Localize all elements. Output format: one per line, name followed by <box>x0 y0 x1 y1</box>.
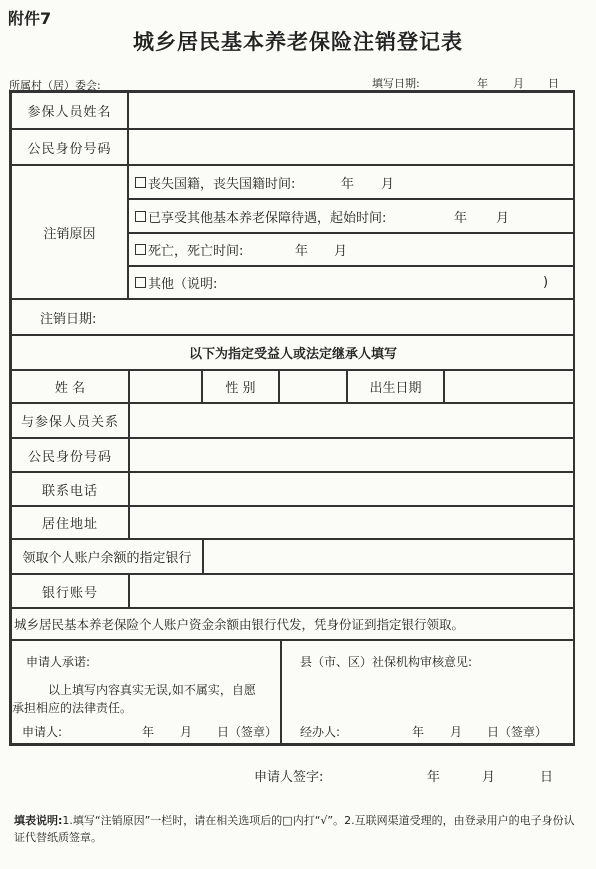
checkbox[interactable] <box>135 244 146 255</box>
account-label: 银行账号 <box>11 574 129 608</box>
footnote-text: 1.填写“注销原因”一栏时，请在相关选项后的□内打“√”。2.互联网渠道受理的，由登录用户的电子身份认证代替纸质签章。 <box>14 814 575 844</box>
beneficiary-name-field[interactable] <box>129 370 202 403</box>
agency-title: 县（市、区）社保机构审核意见: <box>300 655 473 669</box>
reason-option-text: 丧失国籍，丧失国籍时间: <box>148 176 296 192</box>
bank-note: 城乡居民基本养老保险个人账户资金余额由银行代发，凭身份证到指定银行领取。 <box>11 608 575 640</box>
reason-option-nationality[interactable] <box>128 165 575 199</box>
applicant-year: 年 <box>142 725 155 739</box>
reason-option-death[interactable] <box>128 233 575 266</box>
form-table <box>9 90 575 746</box>
phone-label: 联系电话 <box>11 472 129 506</box>
reason-month: 月 <box>496 210 510 226</box>
bank-field[interactable] <box>203 539 575 574</box>
pledge-line-2: 承担相应的法律责任。 <box>12 701 133 715</box>
beneficiary-id-label: 公民身份号码 <box>11 438 129 472</box>
pledge-title: 申请人承诺: <box>26 655 91 669</box>
agency-signer-label: 经办人: <box>300 725 341 739</box>
agency-day-seal: 日（签章） <box>487 725 548 739</box>
relation-field[interactable] <box>129 403 575 438</box>
signature-month: 月 <box>482 770 496 785</box>
reason-option-text: 已享受其他基本养老保障待遇，起始时间: <box>148 210 387 226</box>
cancel-reason-label: 注销原因 <box>11 165 128 299</box>
reason-year: 年 <box>341 176 355 192</box>
reason-month: 月 <box>381 176 395 192</box>
signature-day: 日 <box>540 770 554 785</box>
cancel-date-field[interactable] <box>11 299 575 335</box>
phone-field[interactable] <box>129 472 575 506</box>
reason-year: 年 <box>454 210 468 226</box>
footnote-title: 填表说明: <box>14 814 63 827</box>
agency-review-box[interactable] <box>281 640 575 744</box>
pledge-line-1: 以上填写内容真实无误,如不属实，自愿 <box>48 683 256 697</box>
insured-name-label: 参保人员姓名 <box>11 92 128 129</box>
footnote <box>14 812 580 846</box>
reason-month: 月 <box>334 244 348 259</box>
birth-date-label: 出生日期 <box>347 370 444 403</box>
reason-close-paren: ) <box>543 275 549 290</box>
form-title: 城乡居民基本养老保险注销登记表 <box>133 30 463 54</box>
applicant-signature-label: 申请人签字: <box>254 770 324 785</box>
gender-field[interactable] <box>279 370 347 403</box>
address-field[interactable] <box>129 506 575 539</box>
agency-year: 年 <box>412 725 425 739</box>
account-field[interactable] <box>129 574 575 608</box>
insured-name-field[interactable] <box>128 92 575 129</box>
village-label: 所属村（居）委会: <box>9 79 101 92</box>
attachment-label: 附件7 <box>8 9 52 28</box>
relation-label: 与参保人员关系 <box>11 403 129 438</box>
reason-option-other[interactable] <box>128 266 575 299</box>
fill-date-year: 年 <box>477 77 488 90</box>
birth-date-field[interactable] <box>444 370 575 403</box>
beneficiary-name-label: 姓 名 <box>11 370 129 403</box>
id-number-field[interactable] <box>128 129 575 165</box>
applicant-pledge-box[interactable] <box>11 640 281 744</box>
checkbox[interactable] <box>135 177 146 188</box>
applicant-day-seal: 日（签章） <box>217 725 278 739</box>
fill-date-label: 填写日期: <box>372 77 420 90</box>
reason-option-other-pension[interactable] <box>128 199 575 233</box>
fill-date-month: 月 <box>513 77 524 90</box>
gender-label: 性 别 <box>202 370 279 403</box>
checkbox[interactable] <box>135 277 146 288</box>
agency-month: 月 <box>450 725 463 739</box>
address-label: 居住地址 <box>11 506 129 539</box>
applicant-signer-label: 申请人: <box>22 725 63 739</box>
signature-year: 年 <box>427 770 441 785</box>
beneficiary-section-title: 以下为指定受益人或法定继承人填写 <box>11 335 575 370</box>
reason-year: 年 <box>295 244 309 259</box>
cancel-date-label: 注销日期: <box>40 311 97 327</box>
checkbox[interactable] <box>135 211 146 222</box>
beneficiary-id-field[interactable] <box>129 438 575 472</box>
bank-label: 领取个人账户余额的指定银行 <box>11 539 203 574</box>
fill-date-day: 日 <box>548 77 559 90</box>
id-number-label: 公民身份号码 <box>11 129 128 165</box>
reason-option-text: 其他（说明: <box>148 277 218 292</box>
reason-option-text: 死亡，死亡时间: <box>148 244 244 259</box>
applicant-month: 月 <box>180 725 193 739</box>
